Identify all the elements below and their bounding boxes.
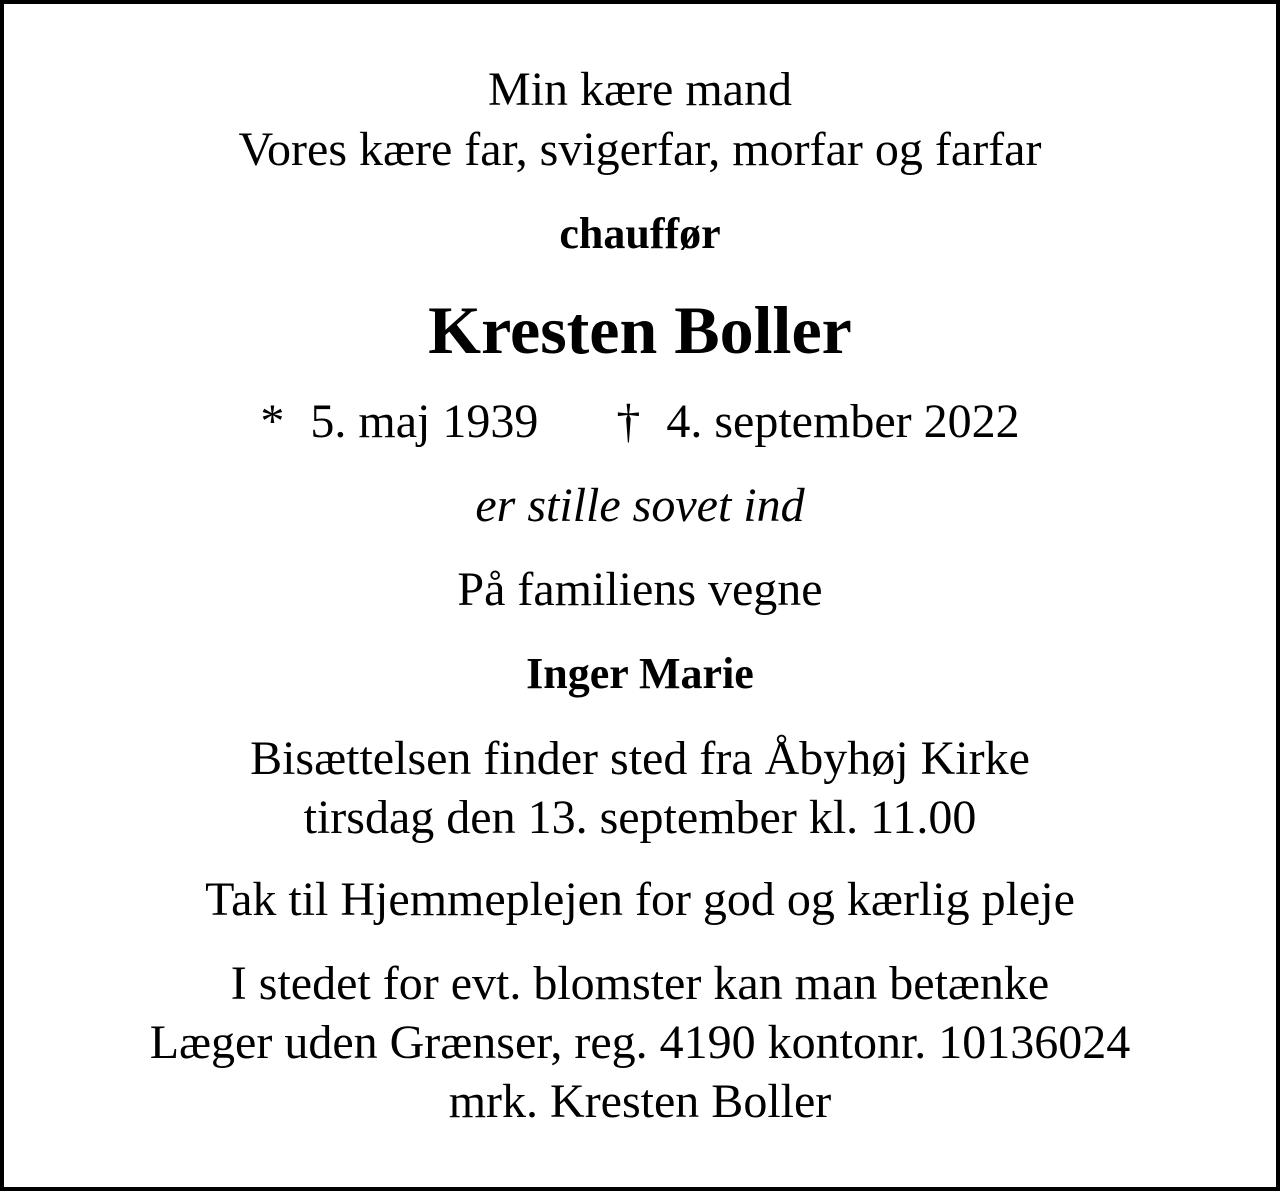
donation-line-3: mrk. Kresten Boller: [448, 1075, 832, 1128]
donation-line-2: Læger uden Grænser, reg. 4190 kontonr. 10136024: [149, 1016, 1131, 1069]
on-behalf-line: På familiens vegne: [457, 563, 823, 616]
service-line-1: Bisættelsen finder sted fra Åbyhøj Kirke: [250, 732, 1030, 785]
death-date: 4. september 2022: [666, 395, 1020, 448]
dates-line: [4, 395, 1276, 448]
birth-date: 5. maj 1939: [310, 395, 539, 448]
death-symbol: †: [616, 395, 641, 448]
intro-line-2: Vores kære far, svigerfar, morfar og farfar: [238, 123, 1042, 176]
donation-line-1: I stedet for evt. blomster kan man betænke: [230, 957, 1050, 1010]
signatory-name: Inger Marie: [526, 649, 754, 698]
passing-phrase: er stille sovet ind: [475, 479, 805, 532]
occupation: chauffør: [559, 209, 721, 258]
deceased-name: Kresten Boller: [428, 292, 852, 368]
intro-line-1: Min kære mand: [488, 63, 792, 116]
thanks-line: Tak til Hjemmeplejen for god og kærlig pleje: [205, 873, 1075, 926]
service-line-2: tirsdag den 13. september kl. 11.00: [303, 791, 977, 844]
birth-symbol: *: [260, 395, 285, 448]
